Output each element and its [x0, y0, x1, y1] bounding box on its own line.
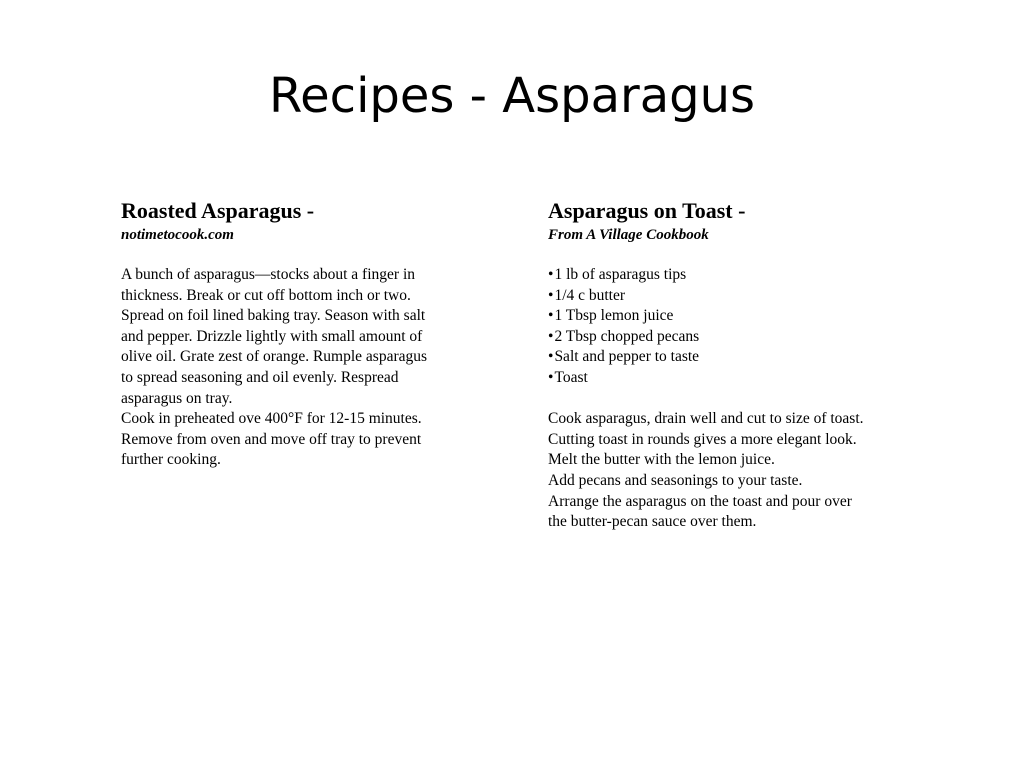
bullet-icon: •	[548, 307, 554, 325]
ingredient-text: 1/4 c butter	[554, 286, 626, 304]
recipe-source: From A Village Cookbook	[548, 227, 709, 243]
bullet-icon: •	[548, 348, 554, 366]
ingredient-item	[548, 306, 928, 327]
ingredient-item	[548, 286, 928, 307]
instruction-line: Melt the butter with the lemon juice.	[548, 451, 775, 469]
ingredient-text: Toast	[554, 368, 588, 386]
instruction-line: Cutting toast in rounds gives a more elegant look.	[548, 430, 857, 448]
instruction-line: to spread seasoning and oil evenly. Respread	[121, 368, 399, 386]
instruction-line: Cook in preheated ove 400°F for 12-15 minutes.	[121, 410, 422, 428]
instruction-line: further cooking.	[121, 451, 221, 469]
bullet-icon: •	[548, 266, 554, 283]
recipe-roasted-asparagus	[121, 197, 481, 471]
instruction-line: thickness. Break or cut off bottom inch or two.	[121, 286, 411, 304]
instruction-line: the butter-pecan sauce over them.	[548, 513, 757, 531]
instruction-line: Arrange the asparagus on the toast and pour over	[548, 492, 852, 510]
slide-title: Recipes - Asparagus	[268, 68, 756, 124]
instruction-line: A bunch of asparagus—stocks about a finger in	[121, 266, 416, 283]
recipe-instructions	[548, 409, 928, 533]
ingredient-text: 1 lb of asparagus tips	[554, 266, 687, 283]
ingredient-item	[548, 347, 928, 368]
recipe-heading: Asparagus on Toast -	[548, 198, 746, 223]
instruction-line: Remove from oven and move off tray to prevent	[121, 430, 422, 448]
bullet-icon: •	[548, 368, 554, 386]
ingredient-list	[548, 265, 928, 389]
recipe-instructions	[121, 265, 481, 471]
ingredient-text: Salt and pepper to taste	[554, 348, 700, 366]
bullet-icon: •	[548, 286, 554, 304]
ingredient-item	[548, 327, 928, 348]
bullet-icon: •	[548, 327, 554, 345]
recipe-asparagus-on-toast	[548, 197, 928, 533]
instruction-line: and pepper. Drizzle lightly with small amount of	[121, 327, 423, 345]
recipe-heading: Roasted Asparagus -	[121, 198, 315, 223]
instruction-line: olive oil. Grate zest of orange. Rumple asparagus	[121, 348, 428, 366]
instruction-line: Add pecans and seasonings to your taste.	[548, 471, 803, 489]
instruction-line: Spread on foil lined baking tray. Season with salt	[121, 307, 426, 325]
ingredient-item	[548, 265, 928, 286]
instruction-line: Cook asparagus, drain well and cut to size of toast.	[548, 410, 864, 428]
instruction-line: asparagus on tray.	[121, 389, 233, 407]
ingredient-text: 1 Tbsp lemon juice	[554, 307, 674, 325]
spacer	[548, 389, 928, 410]
ingredient-item	[548, 368, 928, 389]
recipe-source: notimetocook.com	[121, 227, 234, 243]
ingredient-text: 2 Tbsp chopped pecans	[554, 327, 700, 345]
